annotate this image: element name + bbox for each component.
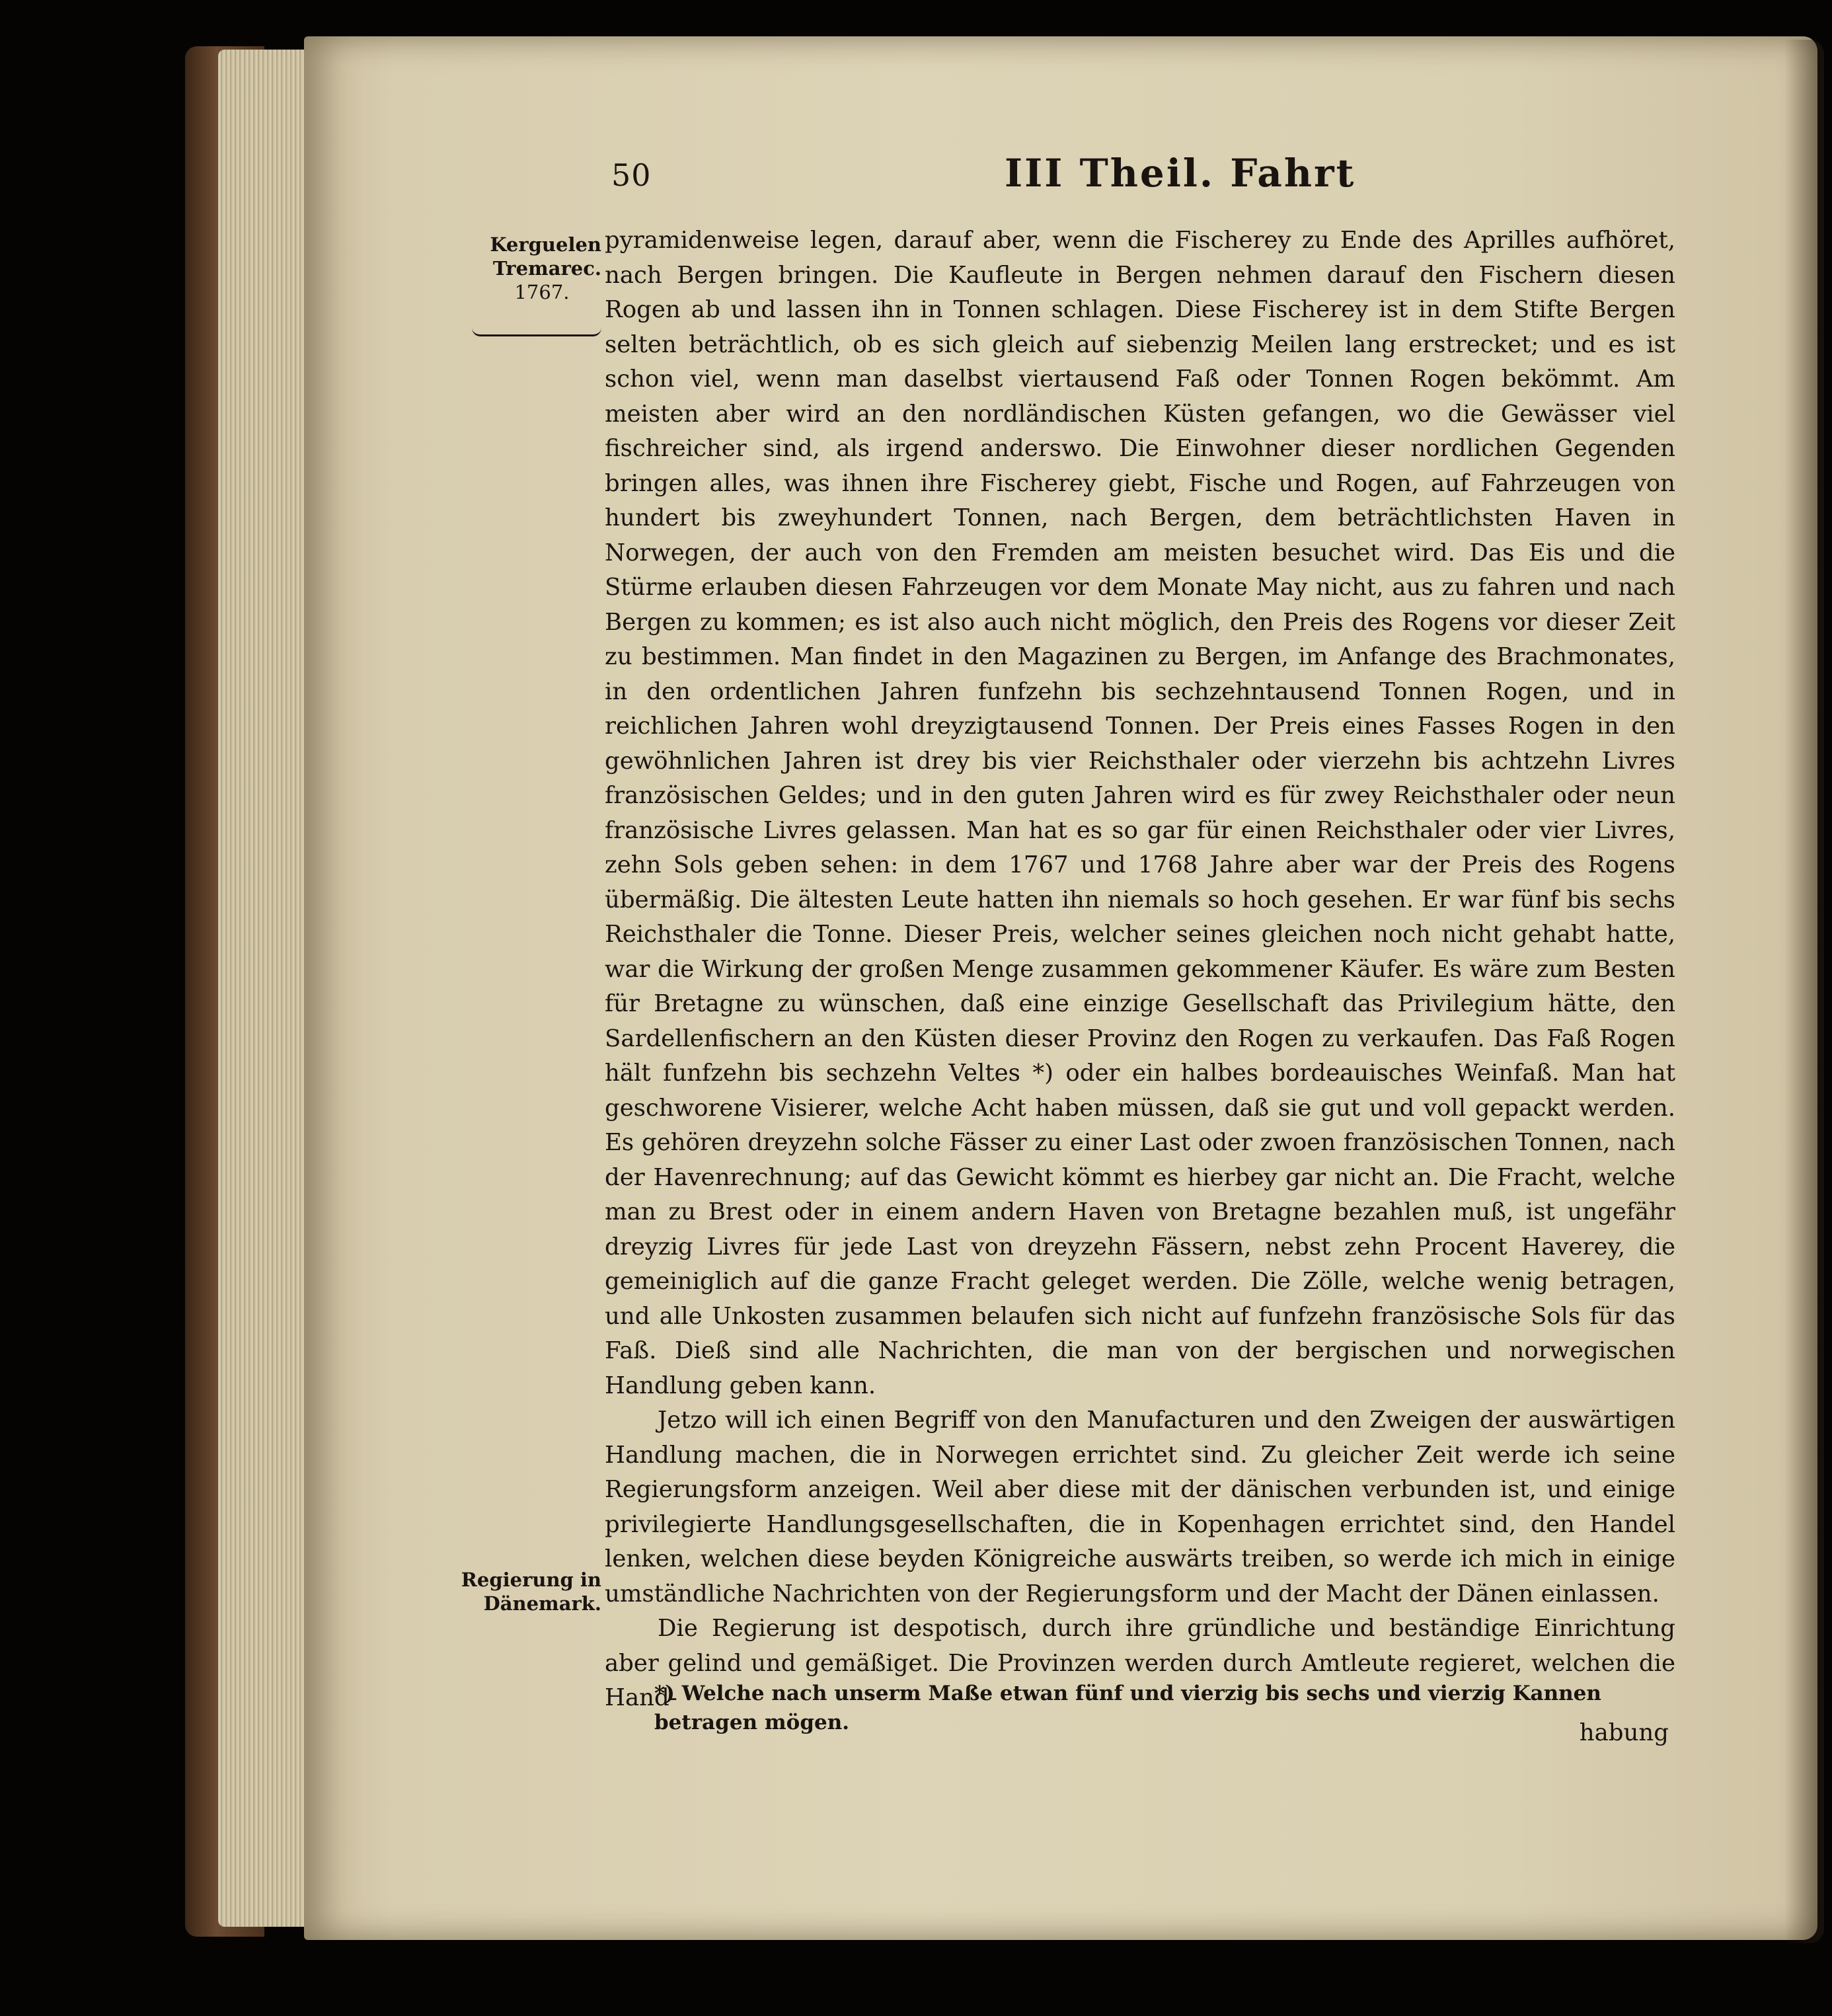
paragraph: Die Regierung ist despotisch, durch ihre gründliche und beständige Einrichtung aber gelind und gemäßiget. Die Provinzen werden durch Amtleute regieret, welchen die Hand- — [605, 1615, 1675, 1711]
margin-bracket-rule — [472, 328, 601, 336]
margin-note-line: Tremarec. — [492, 257, 601, 280]
page-edges — [218, 50, 311, 1927]
page-shadow-right — [1784, 40, 1824, 1943]
margin-note-kerguelen — [456, 233, 601, 304]
margin-note-line: Dänemark. — [483, 1592, 601, 1615]
paragraph: pyramidenweise legen, darauf aber, wenn die Fischerey zu Ende des Aprilles aufhöret, nach Bergen bringen. Die Kaufleute in Bergen nehmen darauf den Fischern diesen Rogen ab und lassen ihn in Tonnen schlagen. Diese Fischerey ist in dem Stifte Bergen selten beträchtlich, ob es sich gleich auf siebenzig Meilen lang erstrecket; und es ist schon viel, wenn man daselbst viertausend Faß oder Tonnen Rogen bekömmt. Am meisten aber wird an den nordländischen Küsten gefangen, wo die Gewässer viel fischreicher sind, als irgend anderswo. Die Einwohner dieser nordlichen Gegenden bringen alles, was ihnen ihre Fischerey giebt, Fische und Rogen, auf Fahrzeugen von hundert bis zweyhundert Tonnen, nach Bergen, dem beträchtlichsten Haven in Norwegen, der auch von den Fremden am meisten besuchet wird. Das Eis und die Stürme erlauben diesen Fahrzeugen vor dem Monate May nicht, aus zu fahren und nach Bergen zu kommen; es ist also auch nicht möglich, den Preis des Rogens vor dieser Zeit zu bestimmen. Man findet in den Magazinen zu Bergen, im Anfange des Brachmonates, in den ordentlichen Jahren funfzehn bis sechzehntausend Tonnen Rogen, und in reichlichen Jahren wohl dreyzigtausend Tonnen. Der Preis eines Fasses Rogen in den gewöhnlichen Jahren ist drey bis vier Reichsthaler oder vierzehn bis achtzehn Livres französischen Geldes; und in den guten Jahren wird es für zwey Reichsthaler oder neun französische Livres gelassen. Man hat es so gar für einen Reichsthaler oder vier Livres, zehn Sols geben sehen: in dem 1767 und 1768 Jahre aber war der Preis des Rogens übermäßig. Die ältesten Leute hatten ihn niemals so hoch gesehen. Er war fünf bis sechs Reichsthaler die Tonne. Dieser Preis, welcher seines gleichen noch nicht gehabt hatte, war die Wirkung der großen Menge zusammen gekommener Käufer. Es wäre zum Besten für Bretagne zu wünschen, daß eine einzige Gesellschaft das Privilegium hätte, den Sardellenfischern an den Küsten dieser Provinz den Rogen zu verkaufen. Das Faß Rogen hält funfzehn bis sechzehn Veltes *) oder ein halbes bordeauisches Weinfaß. Man hat geschworene Visierer, welche Acht haben müssen, daß sie gut und voll gepackt werden. Es gehören dreyzehn solche Fässer zu einer Last oder zwoen französischen Tonnen, nach der Havenrechnung; auf das Gewicht kömmt es hierbey gar nicht an. Die Fracht, welche man zu Brest oder in einem andern Haven von Bretagne bezahlen muß, ist ungefähr dreyzig Livres für jede Last von dreyzehn Fässern, nebst zehn Procent Haverey, die gemeiniglich auf die ganze Fracht geleget werden. Die Zölle, welche wenig betragen, und alle Unkosten zusammen belaufen sich nicht auf funfzehn französische Sols für das Faß. Dieß sind alle Nachrichten, die man von der bergischen und norwegischen Handlung geben kann. — [605, 227, 1675, 1399]
catchword: habung — [1579, 1719, 1669, 1746]
main-text — [605, 223, 1675, 1750]
margin-note-line: Kerguelen — [490, 233, 601, 256]
margin-note-line: Regierung in — [461, 1569, 601, 1591]
running-head: III Theil. Fahrt — [1005, 151, 1356, 196]
page-number: 50 — [611, 157, 652, 193]
margin-note-regierung — [456, 1568, 601, 1615]
paragraph: Jetzo will ich einen Begriff von den Manufacturen und den Zweigen der auswärtigen Handlung machen, die in Norwegen errichtet sind. Zu gleicher Zeit werde ich seine Regierungsform anzeigen. Weil aber diese mit der dänischen verbunden ist, und einige privilegierte Handlungsgesellschaften, die in Kopenhagen errichtet sind, den Handel lenken, welchen diese beyden Königreiche auswärts treiben, so werde ich mich in einige umständliche Nachrichten von der Regierungsform und der Macht der Dänen einlassen. — [605, 1407, 1675, 1608]
footnote: *) Welche nach unserm Maße etwan fünf und vierzig bis sechs und vierzig Kannen betragen mögen. — [654, 1682, 1601, 1734]
margin-note-year: 1767. — [514, 281, 570, 303]
